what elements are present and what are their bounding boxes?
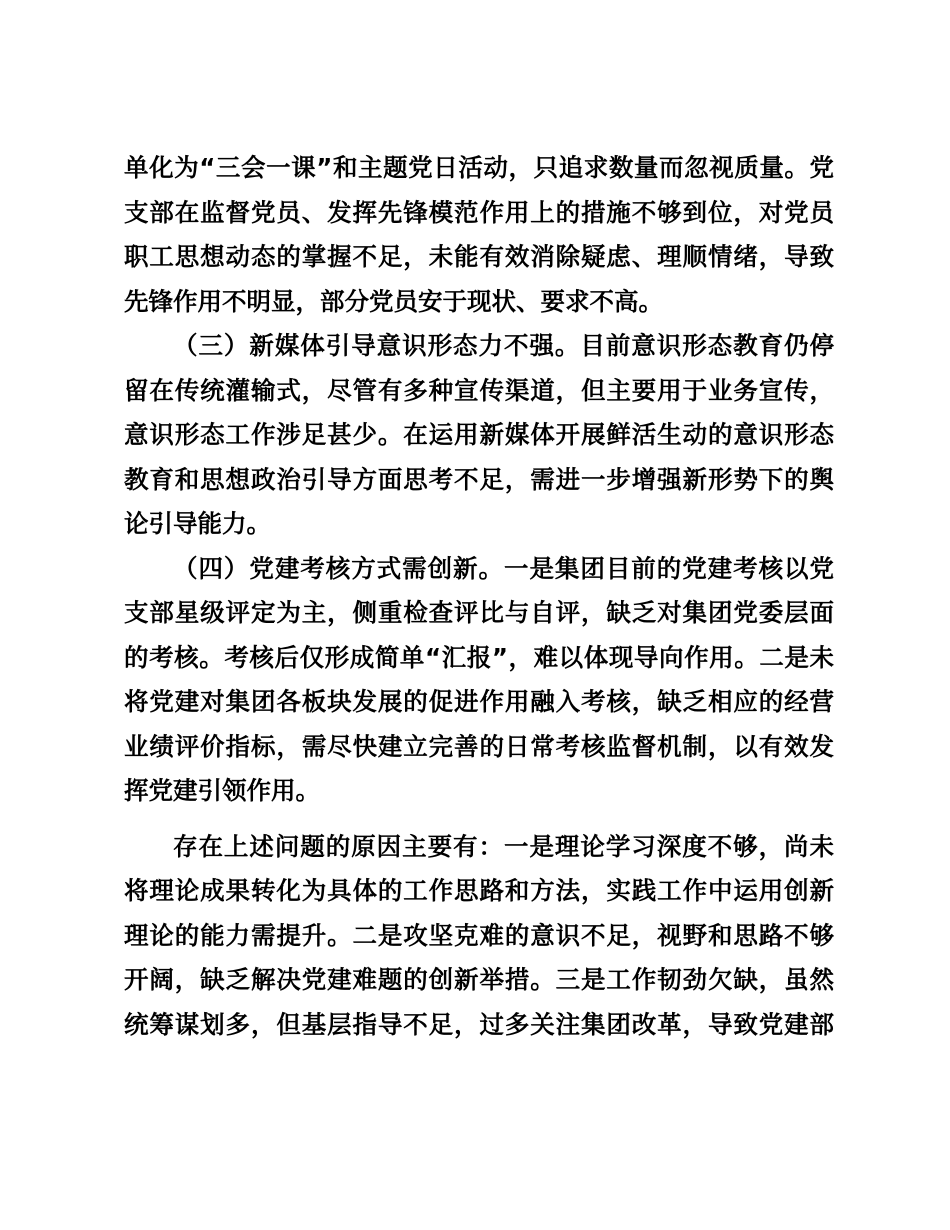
text-line: 先锋作用不明显，部分党员安于现状、要求不高。	[124, 286, 663, 316]
text-line: 的考核。考核后仅形成简单“汇报”，难以体现导向作用。二是未	[124, 642, 834, 672]
text-line: 单化为“三会一课”和主题党日活动，只追求数量而忽视质量。党	[124, 153, 834, 182]
text-line: 开阔，缺乏解决党建难题的创新举措。三是工作韧劲欠缺，虽然	[124, 965, 834, 994]
document-body	[124, 146, 834, 1047]
text-line: 支部在监督党员、发挥先锋模范作用上的措施不够到位，对党员	[124, 197, 834, 227]
section-heading-line: （四）党建考核方式需创新。一是集团目前的党建考核以党	[173, 553, 834, 583]
section-heading-line: （三）新媒体引导意识形态力不强。目前意识形态教育仍停	[173, 331, 834, 360]
text-line: 支部星级评定为主，侧重检查评比与自评，缺乏对集团党委层面	[124, 598, 834, 627]
text-line: 将党建对集团各板块发展的促进作用融入考核，缺乏相应的经营	[124, 687, 834, 716]
text-line: 业绩评价指标，需尽快建立完善的日常考核监督机制，以有效发	[124, 731, 834, 761]
text-line: 留在传统灌输式，尽管有多种宣传渠道，但主要用于业务宣传，	[124, 375, 834, 405]
paragraph-start-line: 存在上述问题的原因主要有：一是理论学习深度不够，尚未	[173, 831, 834, 861]
text-line: 挥党建引领作用。	[124, 776, 320, 805]
text-line: 意识形态工作涉足甚少。在运用新媒体开展鲜活生动的意识形态	[124, 420, 834, 449]
text-line: 统筹谋划多，但基层指导不足，过多关注集团改革，导致党建部	[124, 1009, 834, 1039]
text-line: 将理论成果转化为具体的工作思路和方法，实践工作中运用创新	[124, 876, 834, 905]
text-line: 理论的能力需提升。二是攻坚克难的意识不足，视野和思路不够	[124, 920, 834, 950]
text-line: 教育和思想政治引导方面思考不足，需进一步增强新形势下的舆	[124, 464, 834, 494]
paragraph-gap	[124, 814, 834, 825]
text-line: 职工思想动态的掌握不足，未能有效消除疑虑、理顺情绪，导致	[124, 242, 834, 271]
text-line: 论引导能力。	[124, 509, 271, 538]
